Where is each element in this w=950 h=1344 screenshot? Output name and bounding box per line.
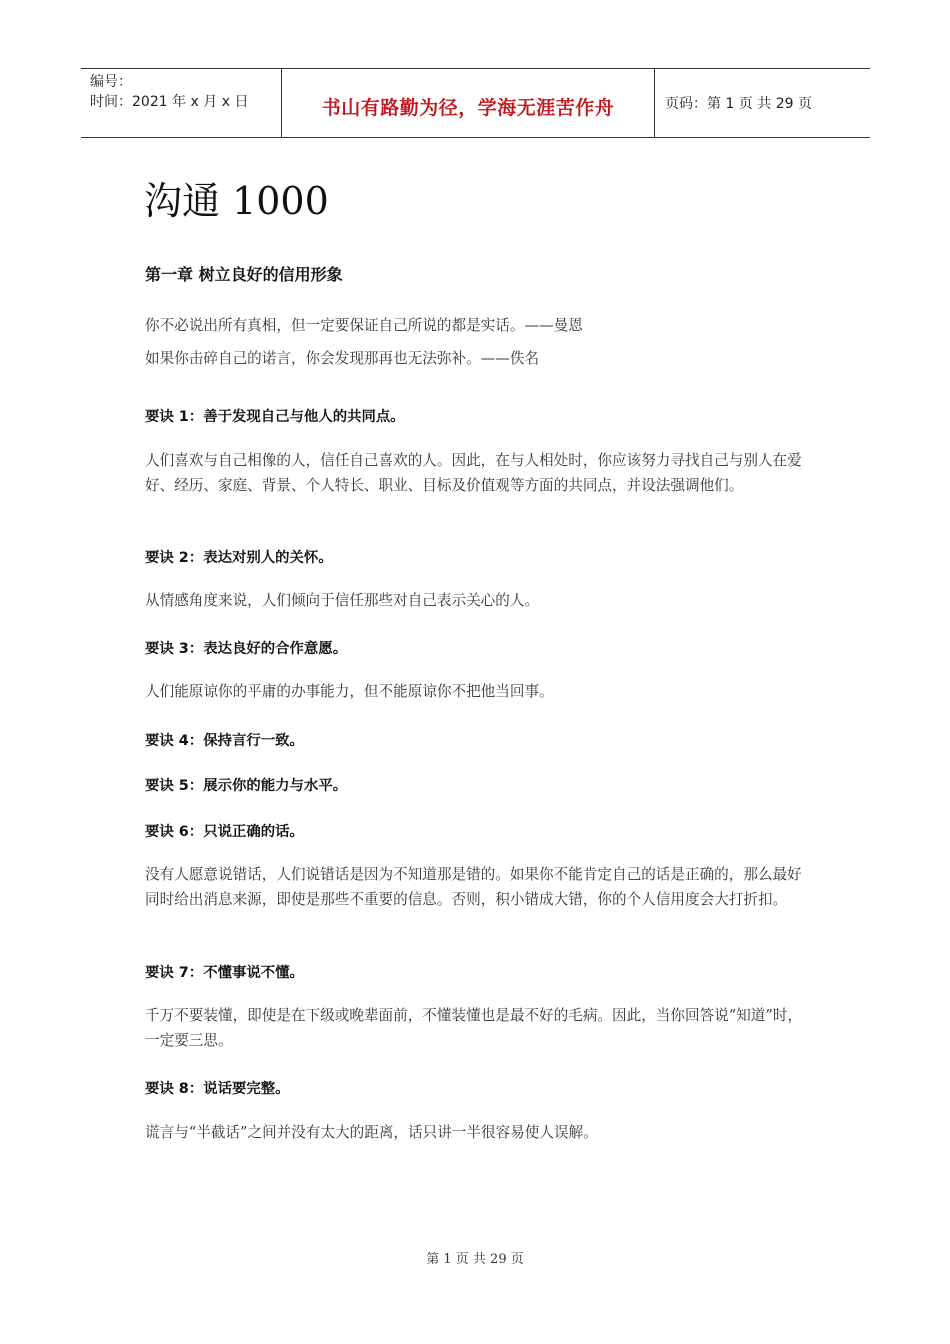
tip-8-heading: 要诀 8：说话要完整。: [145, 1081, 290, 1097]
header-page-info: 页码：第 1 页 共 29 页: [665, 96, 812, 112]
tip-1-body: 人们喜欢与自己相像的人，信任自己喜欢的人。因此，在与人相处时，你应该努力寻找自己与别人在爱好、经历、家庭、背景、个人特长、职业、目标及价值观等方面的共同点，并设法强调他们。: [145, 452, 802, 494]
tip-6-heading: 要诀 6：只说正确的话。: [145, 824, 304, 840]
page-footer: 第 1 页 共 29 页: [426, 1252, 524, 1267]
header-table: [81, 68, 870, 138]
document-title: 沟通 1000: [144, 179, 329, 223]
document-time-label: 时间：2021 年 x 月 x 日: [90, 94, 249, 110]
tip-8-body: 谎言与“半截话”之间并没有太大的距离，话只讲一半很容易使人误解。: [145, 1124, 598, 1141]
quote-1: 你不必说出所有真相，但一定要保证自己所说的都是实话。——曼恩: [145, 317, 583, 334]
tip-2-heading: 要诀 2：表达对别人的关怀。: [145, 550, 333, 566]
tip-6-body: 没有人愿意说错话，人们说错话是因为不知道那是错的。如果你不能肯定自己的话是正确的，那么最好同时给出消息来源，即使是那些不重要的信息。否则，积小错成大错，你的个人信用度会大打折扣。: [145, 866, 802, 908]
tip-4-heading: 要诀 4：保持言行一致。: [145, 733, 304, 749]
tip-3-body: 人们能原谅你的平庸的办事能力，但不能原谅你不把他当回事。: [145, 683, 554, 700]
header-meta-cell: [81, 69, 282, 137]
tip-1-heading: 要诀 1：善于发现自己与他人的共同点。: [145, 409, 405, 425]
tip-5-heading: 要诀 5：展示你的能力与水平。: [145, 778, 348, 794]
tip-3-heading: 要诀 3：表达良好的合作意愿。: [145, 641, 348, 657]
header-motto: 书山有路勤为径，学海无涯苦作舟: [321, 96, 615, 119]
document-number-label: 编号：: [90, 74, 132, 90]
tip-7-body: 千万不要装懂，即使是在下级或晚辈面前，不懂装懂也是最不好的毛病。因此，当你回答说“知道”时，一定要三思。: [145, 1007, 803, 1049]
tip-2-body: 从情感角度来说，人们倾向于信任那些对自己表示关心的人。: [145, 592, 540, 609]
header-page-cell: [655, 69, 870, 137]
quote-2: 如果你击碎自己的诺言，你会发现那再也无法弥补。——佚名: [145, 350, 540, 367]
chapter-heading: 第一章 树立良好的信用形象: [145, 265, 343, 284]
header-motto-cell: [282, 69, 655, 137]
tip-7-heading: 要诀 7：不懂事说不懂。: [145, 965, 304, 981]
